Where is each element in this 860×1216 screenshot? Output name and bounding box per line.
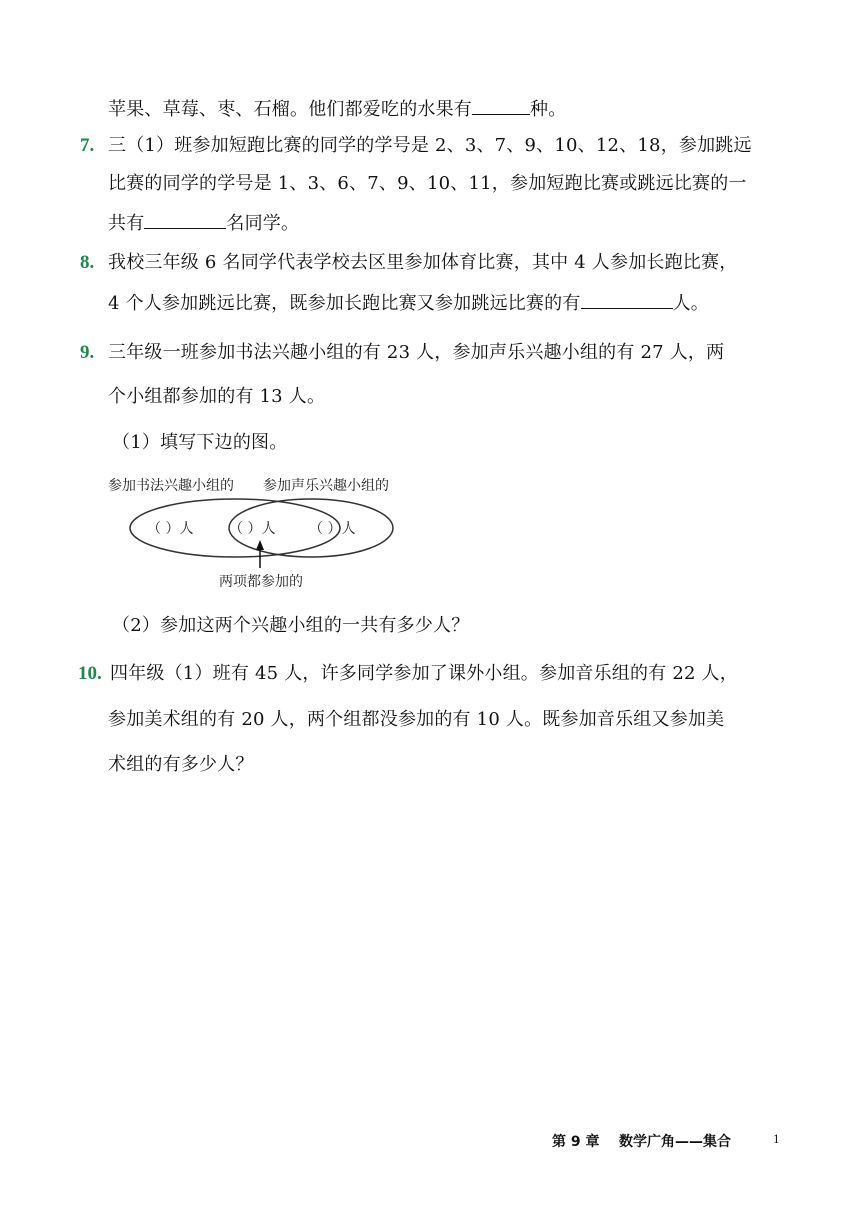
q8-line-1: 我校三年级 6 名同学代表学校去区里参加体育比赛，其中 4 人参加长跑比赛， (108, 252, 738, 273)
q8-number: 8. (80, 252, 95, 273)
q8-line-2 (108, 290, 709, 316)
q6-tail-line (108, 96, 566, 122)
venn-diagram (105, 468, 405, 596)
q10-line-2: 参加美术组的有 20 人，两个组都没参加的有 10 人。既参加音乐组又参加美 (108, 709, 725, 730)
q9-sub-question-1: （1）填写下边的图。 (112, 432, 288, 453)
q8-answer-blank[interactable] (581, 290, 673, 309)
venn-middle-region-text[interactable]: （ ）人 (229, 521, 276, 537)
q8-text-before: 4 个人参加跳远比赛，既参加长跑比赛又参加跳远比赛的有 (108, 293, 581, 314)
q7-text-before: 共有 (108, 213, 145, 234)
venn-right-region-text[interactable]: （ ）人 (309, 521, 356, 537)
q7-line-1: 三（1）班参加短跑比赛的同学的学号是 2、3、7、9、10、12、18，参加跳远 (108, 135, 752, 156)
venn-left-label: 参加书法兴趣小组的 (108, 478, 234, 494)
q9-number: 9. (80, 342, 95, 363)
page-number: 1 (773, 1131, 780, 1146)
footer-chapter-title: 第 9 章 数学广角——集合 (552, 1134, 731, 1150)
q7-number: 7. (80, 135, 95, 156)
q9-line-1: 三年级一班参加书法兴趣小组的有 23 人，参加声乐兴趣小组的有 27 人，两 (108, 342, 725, 363)
q9-sub-question-2: （2）参加这两个兴趣小组的一共有多少人？ (112, 615, 470, 636)
q7-line-3 (108, 210, 299, 236)
q9-line-2: 个小组都参加的有 13 人。 (108, 386, 326, 407)
q6-text-before: 苹果、草莓、枣、石榴。他们都爱吃的水果有 (108, 99, 472, 120)
venn-arrow-head (256, 540, 264, 550)
venn-left-region-text[interactable]: （ ）人 (147, 521, 194, 537)
q10-line-3: 术组的有多少人？ (108, 754, 254, 775)
q7-text-after: 名同学。 (226, 213, 300, 234)
venn-arrow-label: 两项都参加的 (219, 574, 303, 590)
q7-line-2: 比赛的同学的学号是 1、3、6、7、9、10、11，参加短跑比赛或跳远比赛的一 (108, 173, 747, 194)
venn-right-label: 参加声乐兴趣小组的 (263, 478, 389, 494)
q7-answer-blank[interactable] (144, 210, 226, 229)
q8-text-after: 人。 (672, 293, 709, 314)
q6-answer-blank[interactable] (472, 96, 530, 115)
q6-text-after: 种。 (530, 99, 567, 120)
q10-number: 10. (78, 663, 102, 684)
q10-line-1: 四年级（1）班有 45 人，许多同学参加了课外小组。参加音乐组的有 22 人， (110, 663, 738, 684)
